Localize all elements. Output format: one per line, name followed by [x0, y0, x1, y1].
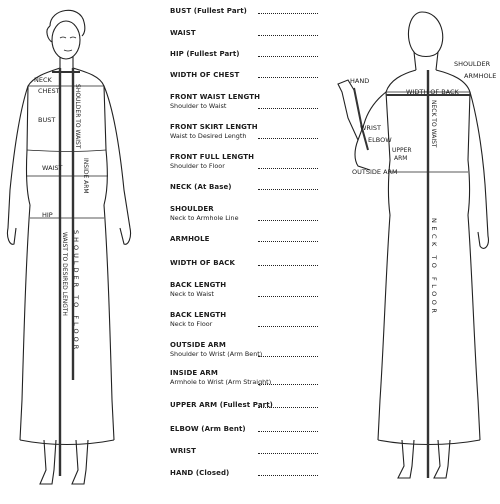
front-label-neck: NECK — [34, 76, 52, 84]
measurement-row — [170, 400, 320, 410]
measurement-row — [170, 152, 320, 171]
fill-in-line[interactable] — [258, 384, 318, 385]
measurement-row — [170, 122, 320, 141]
measurement-row — [170, 468, 320, 478]
back-label-neck-to-waist: NECK TO WAIST — [430, 100, 437, 148]
fill-in-line[interactable] — [258, 356, 318, 357]
front-label-waist-to-length: WAIST TO DESIRED LENGTH — [61, 232, 68, 316]
measurement-title: ARMHOLE — [170, 235, 210, 243]
front-figure-drawing — [0, 0, 168, 500]
measurement-row — [170, 182, 320, 192]
measurement-subtitle: Shoulder to Floor — [170, 162, 225, 170]
front-label-hip: HIP — [42, 211, 53, 219]
measurement-subtitle: Armhole to Wrist (Arm Straight) — [170, 378, 272, 386]
measurement-row — [170, 49, 320, 59]
measurement-row — [170, 446, 320, 456]
fill-in-line[interactable] — [258, 296, 318, 297]
measurement-row — [170, 204, 320, 223]
measurement-title: WAIST — [170, 29, 196, 37]
measurement-title: HAND (Closed) — [170, 469, 230, 477]
measurement-title: UPPER ARM (Fullest Part) — [170, 401, 273, 409]
front-label-waist: WAIST — [42, 164, 63, 172]
measurement-subtitle: Shoulder to Waist — [170, 102, 227, 110]
back-label-elbow: ELBOW — [368, 136, 392, 144]
measurement-title: WRIST — [170, 447, 197, 455]
measurement-title: FRONT FULL LENGTH — [170, 153, 255, 161]
fill-in-line[interactable] — [258, 35, 318, 36]
measurement-title: BUST (Fullest Part) — [170, 7, 247, 15]
front-label-shoulder-to-floor: SHOULDER TO FLOOR — [72, 230, 80, 353]
measurement-subtitle: Shoulder to Wrist (Arm Bent) — [170, 350, 263, 358]
measurement-subtitle: Neck to Floor — [170, 320, 213, 328]
measurement-title: OUTSIDE ARM — [170, 341, 226, 349]
front-label-inside-arm: INSIDE ARM — [82, 158, 89, 194]
back-label-armhole: ARMHOLE — [464, 72, 497, 80]
back-figure — [318, 0, 500, 500]
back-label-shoulder: SHOULDER — [454, 60, 491, 68]
fill-in-line[interactable] — [258, 475, 318, 476]
measurement-row — [170, 6, 320, 16]
fill-in-line[interactable] — [258, 265, 318, 266]
measurement-title: HIP (Fullest Part) — [170, 50, 240, 58]
fill-in-line[interactable] — [258, 138, 318, 139]
measurement-row — [170, 424, 320, 434]
back-label-width-of-back: WIDTH OF BACK — [406, 88, 459, 96]
measurement-row — [170, 368, 320, 387]
back-label-wrist: WRIST — [360, 124, 381, 132]
back-label-outside-arm: OUTSIDE ARM — [352, 168, 398, 176]
fill-in-line[interactable] — [258, 220, 318, 221]
back-label-hand: HAND — [350, 77, 370, 85]
fill-in-line[interactable] — [258, 108, 318, 109]
measurement-title: SHOULDER — [170, 205, 214, 213]
fill-in-line[interactable] — [258, 77, 318, 78]
back-figure-drawing — [318, 0, 500, 500]
fill-in-line[interactable] — [258, 13, 318, 14]
front-label-bust: BUST — [38, 116, 56, 124]
measurement-title: BACK LENGTH — [170, 281, 227, 289]
measurement-row — [170, 70, 320, 80]
measurement-title: FRONT WAIST LENGTH — [170, 93, 261, 101]
fill-in-line[interactable] — [258, 241, 318, 242]
fill-in-line[interactable] — [258, 431, 318, 432]
fill-in-line[interactable] — [258, 407, 318, 408]
fill-in-line[interactable] — [258, 168, 318, 169]
measurement-title: INSIDE ARM — [170, 369, 218, 377]
measurement-title: FRONT SKIRT LENGTH — [170, 123, 258, 131]
measurement-title: ELBOW (Arm Bent) — [170, 425, 246, 433]
measurement-title: NECK (At Base) — [170, 183, 232, 191]
fill-in-line[interactable] — [258, 189, 318, 190]
measurement-title: BACK LENGTH — [170, 311, 227, 319]
measurement-row — [170, 340, 320, 359]
measurement-subtitle: Neck to Armhole Line — [170, 214, 239, 222]
measurement-title: WIDTH OF BACK — [170, 259, 235, 267]
measurement-row — [170, 310, 320, 329]
back-label-upper-arm-1: UPPER — [392, 147, 412, 154]
fill-in-line[interactable] — [258, 56, 318, 57]
measurement-row — [170, 28, 320, 38]
measurement-subtitle: Waist to Desired Length — [170, 132, 247, 140]
measurement-row — [170, 258, 320, 268]
fill-in-line[interactable] — [258, 326, 318, 327]
measurement-row — [170, 92, 320, 111]
back-label-upper-arm-2: ARM — [394, 155, 408, 162]
front-label-shoulder-to-waist: SHOULDER TO WAIST — [74, 84, 81, 149]
fill-in-line[interactable] — [258, 453, 318, 454]
measurement-row — [170, 234, 320, 244]
measurement-title: WIDTH OF CHEST — [170, 71, 240, 79]
front-figure — [0, 0, 168, 500]
front-label-chest: CHEST — [38, 87, 60, 95]
measurement-row — [170, 280, 320, 299]
measurement-subtitle: Neck to Waist — [170, 290, 214, 298]
back-label-neck-to-floor: NECK TO FLOOR — [430, 218, 438, 317]
